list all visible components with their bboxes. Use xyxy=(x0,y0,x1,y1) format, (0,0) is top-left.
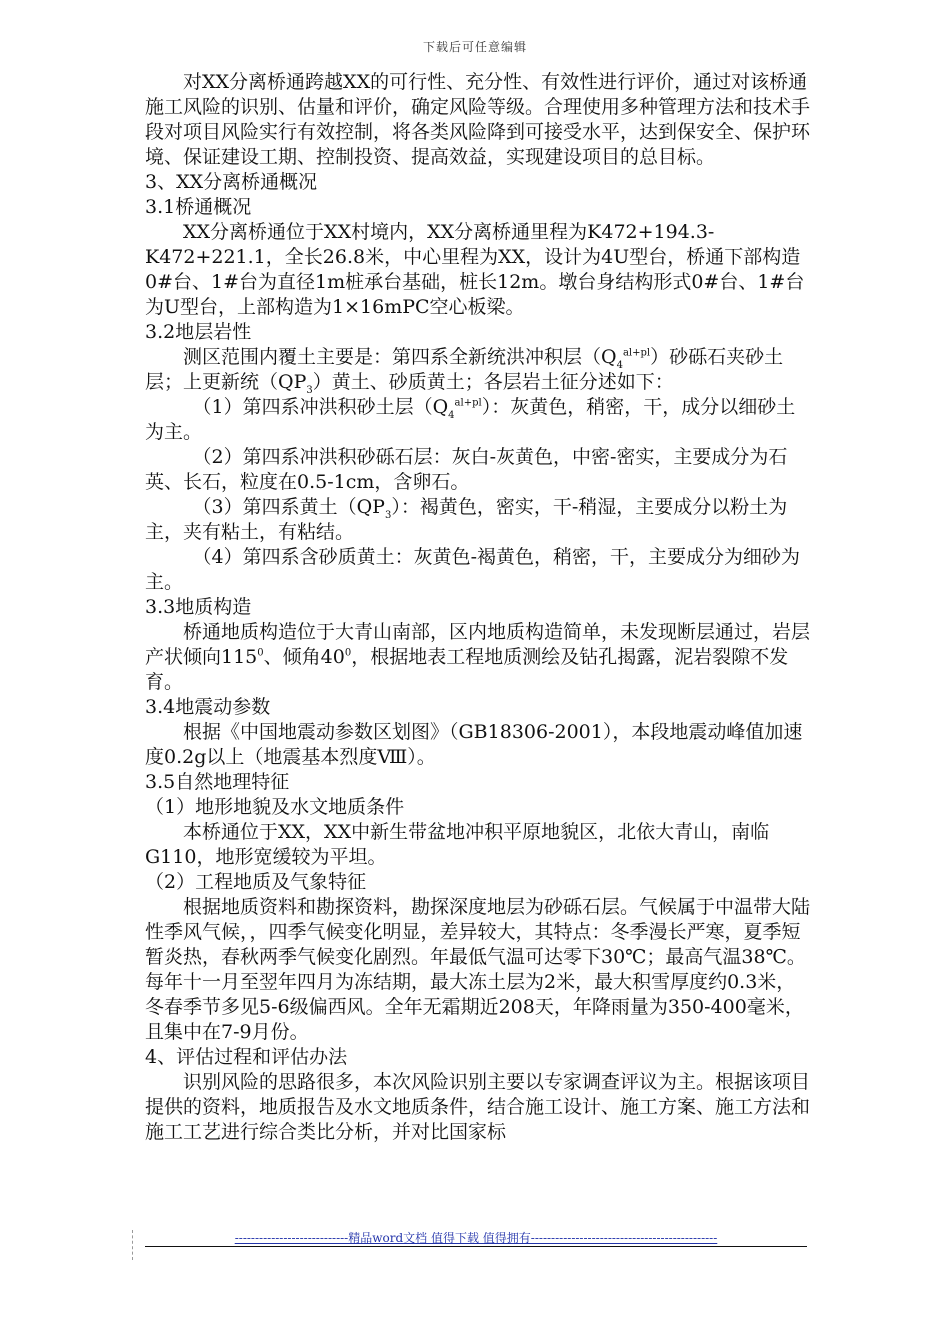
climate-paragraph: 根据地质资料和勘探资料，勘探深度地层为砂砾石层。气候属于中温带大陆性季风气候，，四季气候变化明显，差异较大，其特点：冬季漫长严寒，夏季短暂炎热，春秋两季气候变化剧烈。年最低气温可达零下30℃；最高气温38℃。每年十一月至翌年四月为冻结期，最大冻土层为2米，最大积雪厚度约0.3米，冬春季节多见5-6级偏西风。全年无霜期近208天，年降雨量为350-400毫米，且集中在7-9月份。 xyxy=(145,896,811,1043)
stratum-item-1-sub: 4 xyxy=(448,409,455,421)
subsection-heading-3-4: 3.4地震动参数 xyxy=(145,696,271,718)
stratum-item-1 xyxy=(145,395,813,445)
stratum-item-3 xyxy=(145,495,813,545)
geology-sup-2: 0 xyxy=(344,647,352,659)
section-heading-4: 4、评估过程和评估办法 xyxy=(145,1046,348,1068)
stratum-sub-b: 3 xyxy=(306,384,313,396)
stratum-item-3-text-b: ）：褐黄色，密实，干-稍湿，主要成分以粉土为主，夹有粘土，有粘结。 xyxy=(145,496,788,543)
bridge-overview-paragraph: XX分离桥通位于XX村境内，XX分离桥通里程为K472+194.3-K472+221.1，全长26.8米，中心里程为XX，设计为4U型台，桥通下部构造0#台、1#台为直径1m桩承台基础，桩长12m。墩台身结构形式0#台、1#台为U型台，上部构造为1×16mPC空心板梁。 xyxy=(145,221,805,318)
sub-item-heading-climate: （2）工程地质及气象特征 xyxy=(145,871,367,893)
stratum-item-1-sup: al+pl xyxy=(454,397,482,409)
subsection-heading-3-2: 3.2地层岩性 xyxy=(145,321,252,343)
stratum-item-1-text-a: （1）第四系冲洪积砂土层（Q xyxy=(192,396,449,418)
page-header-note: 下载后可任意编辑 xyxy=(422,40,527,54)
subsection-heading-3-3: 3.3地质构造 xyxy=(145,596,252,618)
terrain-paragraph: 本桥通位于XX，XX中新生带盆地冲积平原地貌区，北依大青山，南临G110，地形宽缓较为平坦。 xyxy=(145,821,770,868)
stratum-sub-a: 4 xyxy=(616,359,623,371)
stratum-item-1-text-b: ）：灰黄色，稍密，干，成分以细砂土为主。 xyxy=(145,396,796,443)
stratum-sup-a: al+pl xyxy=(622,347,651,359)
geology-text-c: ，根据地表工程地质测绘及钻孔揭露，泥岩裂隙不发育。 xyxy=(145,646,789,693)
footer-margin-mark xyxy=(132,1230,134,1260)
subsection-heading-3-1: 3.1桥通概况 xyxy=(145,196,252,218)
geology-text-b: 、倾角40 xyxy=(263,646,345,668)
sub-item-heading-terrain: （1）地形地貌及水文地质条件 xyxy=(145,796,405,818)
stratum-item-3-sub: 3 xyxy=(384,509,392,521)
geology-paragraph xyxy=(145,620,813,695)
document-body xyxy=(145,70,813,1145)
stratum-item-2: （2）第四系冲洪积砂砾石层：灰白-灰黄色，中密-密实，主要成分为石英、长石，粒度在0.5-1cm，含卵石。 xyxy=(145,446,788,493)
assessment-paragraph: 识别风险的思路很多，本次风险识别主要以专家调查评议为主。根据该项目提供的资料，地质报告及水文地质条件，结合施工设计、施工方案、施工方法和施工工艺进行综合类比分析，并对比国家标 xyxy=(145,1071,811,1143)
stratum-text-c: ）黄土、砂质黄土；各层岩土征分述如下： xyxy=(312,371,674,393)
footer-note-link[interactable]: ----------------------------精品word文档 值得下载 值得拥有---------------------------------------------- xyxy=(234,1231,718,1245)
stratum-item-4: （4）第四系含砂质黄土：灰黄色-褐黄色，稍密，干，主要成分为细砂为主。 xyxy=(145,546,801,593)
seismic-paragraph: 根据《中国地震动参数区划图》（GB18306-2001），本段地震动峰值加速度0.2g以上（地震基本烈度Ⅷ）。 xyxy=(145,721,803,768)
stratum-text-b: ）砂砾石夹砂土层；上更新统（QP xyxy=(145,346,784,393)
subsection-heading-3-5: 3.5自然地理特征 xyxy=(145,771,290,793)
geology-text-a: 桥通地质构造位于大青山南部，区内地质构造简单，未发现断层通过，岩层产状倾向115 xyxy=(145,621,811,668)
intro-paragraph: 对XX分离桥通跨越XX的可行性、充分性、有效性进行评价，通过对该桥通施工风险的识别、估量和评价，确定风险等级。合理使用多种管理方法和技术手段对项目风险实行有效控制，将各类风险降到可接受水平，达到保安全、保护环境、保证建设工期、控制投资、提高效益，实现建设项目的总目标。 xyxy=(145,71,811,168)
geology-sup-1: 0 xyxy=(257,647,264,659)
stratum-text-a: 测区范围内覆土主要是：第四系全新统洪冲积层（Q xyxy=(183,346,617,368)
stratum-item-3-text-a: （3）第四系黄土（QP xyxy=(192,496,385,518)
section-heading-3: 3、XX分离桥通概况 xyxy=(145,171,318,193)
footer-divider xyxy=(145,1246,807,1247)
stratum-paragraph xyxy=(145,345,813,395)
